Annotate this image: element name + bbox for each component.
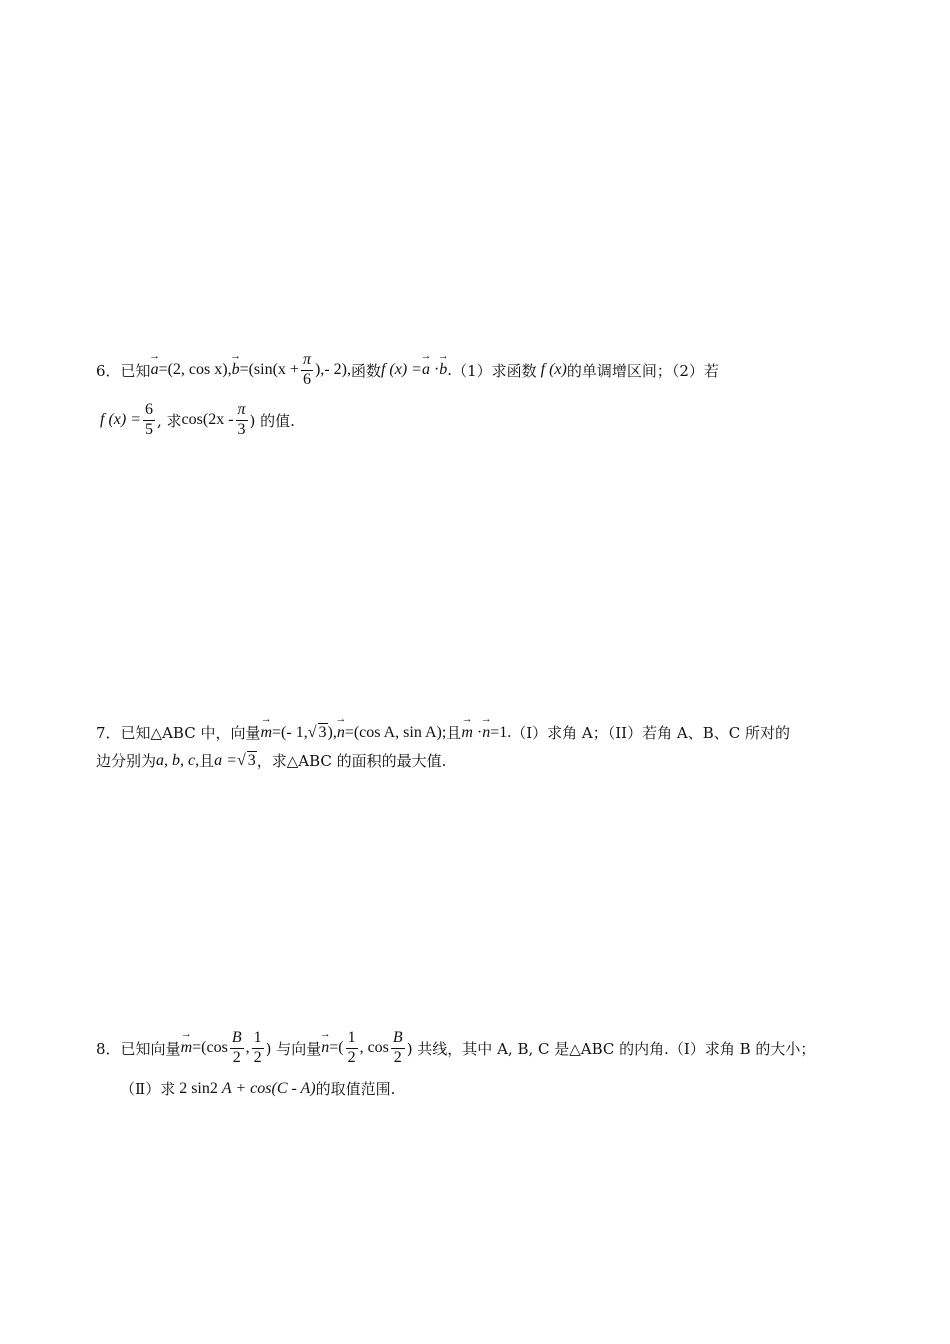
q6-line2-fx: f (x) = [100,411,141,429]
fraction-pi-over-6: $\frac{\pi}{6}$ [302,351,311,388]
question-6-line-1 [96,352,719,389]
vector-a-2: → a [422,361,430,379]
q6-eq-b-2: ),- 2), [314,361,351,379]
q7-qie2: 且 [199,752,215,770]
q8-end1: ) 共线，其中 A, B, C 是△ABC 的内角.（Ⅰ）求角 B 的大小； [406,1039,816,1058]
question-8-line-2 [120,1078,395,1099]
q6-eq-a: =(2, cos x), [158,361,232,379]
q8-comma: , [245,1039,250,1057]
vector-n-2: → n [482,724,490,742]
q6-fx-2: f (x) [540,361,567,379]
question-7-line-2 [96,750,446,771]
vector-m: → m [260,724,272,742]
q8-with: ) 与向量 [265,1039,322,1058]
q8-eq-m: =(cos [192,1039,228,1057]
fraction-B-over-2: $\frac{B}{2}$ [231,1029,242,1066]
q6-fx: f (x) = [380,361,422,379]
q6-cos-expr: cos(2x - [181,411,234,429]
q8-number: 8． [96,1039,121,1058]
q6-intro: 已知 [120,361,151,380]
fraction-B-over-2-b: $\frac{B}{2}$ [392,1029,403,1066]
q8-cos: , cos [359,1039,389,1057]
dot-operator: · [433,361,440,379]
fraction-1-over-2: $\frac{1}{2}$ [253,1029,262,1066]
q8-expr2: A + cos(C - A) [221,1079,316,1097]
vector-b: → b [232,361,240,379]
question-7-line-1 [96,722,790,743]
q7-number: 7． [96,724,121,742]
q8-expr: 2 sin [179,1079,210,1097]
sqrt-3-b: √ 3 [236,752,256,769]
q7-line2-a: 边分别为 [96,752,157,770]
vector-m-2: → m [461,724,473,742]
q8-text1: 已知向量 [120,1039,181,1058]
q8-eq-n: =( [329,1039,344,1057]
q7-eq-m: =(- 1, [272,723,308,741]
q8-line2-b: 的取值范围. [315,1080,396,1098]
fraction-6-over-5: $\frac{6}{5}$ [145,401,153,438]
vector-n-q8: → n [321,1039,329,1057]
fraction-pi-over-3: $\frac{\pi}{3}$ [237,401,246,438]
vector-b-2: → b [439,361,447,379]
fraction-1-over-2-b: $\frac{1}{2}$ [347,1029,356,1066]
q7-a-eq: a = [214,751,237,769]
q6-func-label: 函数 [350,361,381,380]
question-6-line-2 [100,402,295,439]
q6-period: . [447,361,453,380]
question-8-line-1 [96,1030,815,1067]
q6-eq-b-1: =(sin(x + [239,361,299,379]
q7-eq-n: =(cos A, sin A); [344,723,447,741]
q6-part1-end: 的单调增区间；（2）若 [566,361,719,380]
q7-eq-m-end: ), [327,723,337,741]
vector-m-q8: → m [181,1039,193,1057]
vector-n: → n [337,724,345,742]
q8-line2-a: （Ⅱ）求 [120,1080,176,1098]
sqrt-3: √ 3 [307,724,327,741]
dot-operator-2: · [476,723,483,741]
q7-line2-b: ，求△ABC 的面积的最大值. [256,752,447,770]
q6-qiu: , 求 [157,411,182,430]
q6-part1: （1）求函数 [452,361,537,380]
q6-tail: ) 的值. [249,411,295,430]
q6-number: 6． [96,361,121,380]
q8-sup2: 2 [209,1079,218,1097]
q7-text1: 已知△ABC 中，向量 [120,724,261,742]
q7-abc: a, b, c, [156,751,200,769]
vector-a: → a [151,361,159,379]
q7-eq1: =1. [490,723,512,741]
q7-part: （I）求角 A；（II）若角 A、B、C 所对的 [511,724,790,742]
q7-qie: 且 [446,724,462,742]
